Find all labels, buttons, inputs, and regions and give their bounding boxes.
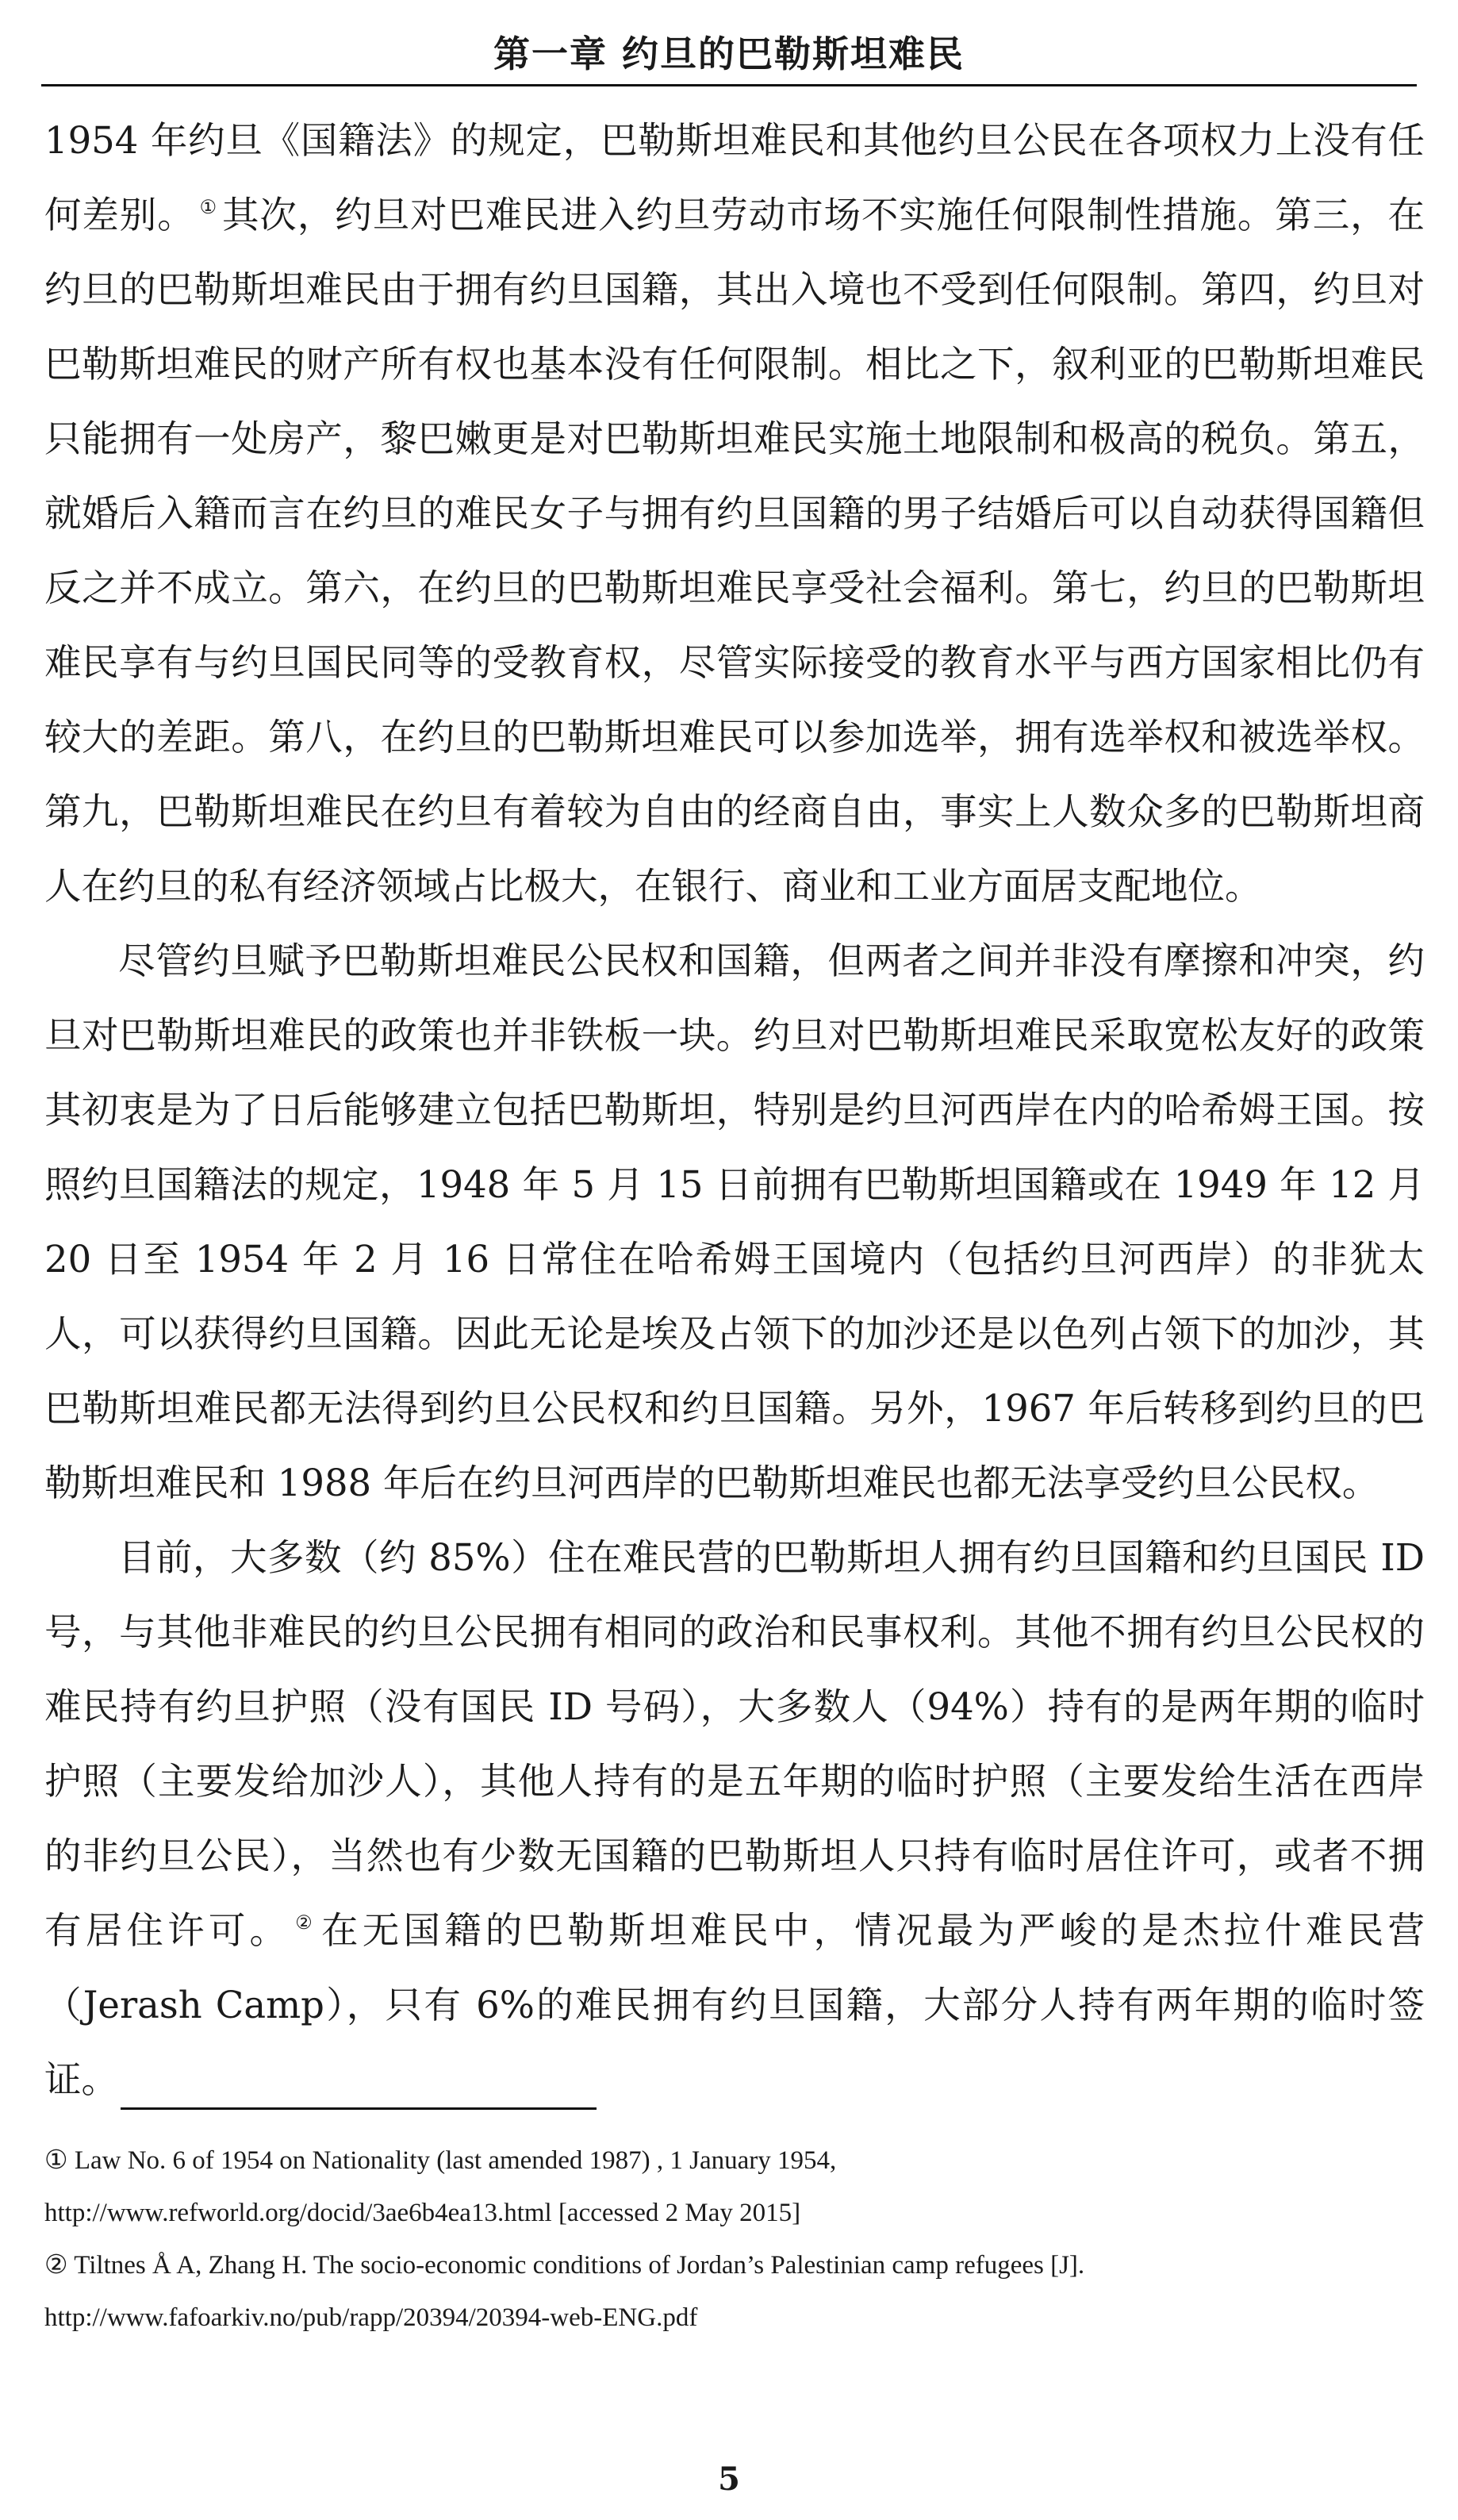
paragraph-3-text-a: 目前，大多数（约 85%）住在难民营的巴勒斯坦人拥有约旦国籍和约旦国民 ID 号，与其他非难民的约旦公民拥有相同的政治和民事权利。其他不拥有约旦公民权的难民持有约旦护照（没有国民 ID 号码），大多数人（94%）持有的是两年期的临时护照（主要发给加沙人），其他人持有的是五年期的临时护照（主要发给生活在西岸的非约旦公民），当然也有少数无国籍的巴勒斯坦人只持有临时居住许可，或者不拥有居住许可。 bbox=[44, 1536, 1425, 1952]
paragraph-1-text-a: 1954 年约旦《国籍法》的规定，巴勒斯坦难民和其他约旦公民在各项权力上没有任何差别。 bbox=[44, 119, 1425, 236]
paragraph-2: 尽管约旦赋予巴勒斯坦难民公民权和国籍，但两者之间并非没有摩擦和冲突，约旦对巴勒斯坦难民的政策也并非铁板一块。约旦对巴勒斯坦难民采取宽松友好的政策其初衷是为了日后能够建立包括巴勒斯坦，特别是约旦河西岸在内的哈希姆王国。按照约旦国籍法的规定，1948 年 5 月 15 日前拥有巴勒斯坦国籍或在 1949 年 12 月 20 日至 1954 年 2 月 16 日常住在哈希姆王国境内（包括约旦河西岸）的非犹太人，可以获得约旦国籍。因此无论是埃及占领下的加沙还是以色列占领下的加沙，其巴勒斯坦难民都无法得到约旦公民权和约旦国籍。另外，1967 年后转移到约旦的巴勒斯坦难民和 1988 年后在约旦河西岸的巴勒斯坦难民也都无法享受约旦公民权。 bbox=[44, 939, 1425, 1504]
paragraph-3-text-b: 在无国籍的巴勒斯坦难民中，情况最为严峻的是杰拉什难民营（Jerash Camp），只有 6%的难民拥有约旦国籍，大部分人持有两年期的临时签证。 bbox=[44, 1909, 1425, 2101]
running-header: 第一章 约旦的巴勒斯坦难民 bbox=[493, 33, 965, 75]
paragraph-1 bbox=[44, 103, 1425, 924]
footnote-2-url[interactable]: http://www.fafoarkiv.no/pub/rapp/20394/20394-web-ENG.pdf bbox=[44, 2303, 698, 2332]
footnote-rule bbox=[121, 2107, 597, 2110]
paragraph-1-text-b: 其次，约旦对巴难民进入约旦劳动市场不实施任何限制性措施。第三，在约旦的巴勒斯坦难民由于拥有约旦国籍，其出入境也不受到任何限制。第四，约旦对巴勒斯坦难民的财产所有权也基本没有任何限制。相比之下，叙利亚的巴勒斯坦难民只能拥有一处房产，黎巴嫩更是对巴勒斯坦难民实施土地限制和极高的税负。第五，就婚后入籍而言在约旦的难民女子与拥有约旦国籍的男子结婚后可以自动获得国籍但反之并不成立。第六，在约旦的巴勒斯坦难民享受社会福利。第七，约旦的巴勒斯坦难民享有与约旦国民同等的受教育权，尽管实际接受的教育水平与西方国家相比仍有较大的差距。第八，在约旦的巴勒斯坦难民可以参加选举，拥有选举权和被选举权。第九，巴勒斯坦难民在约旦有着较为自由的经商自由，事实上人数众多的巴勒斯坦商人在约旦的私有经济领域占比极大，在银行、商业和工业方面居支配地位。 bbox=[44, 194, 1425, 908]
paragraph-3 bbox=[44, 1520, 1425, 2117]
footnote-1-url[interactable]: http://www.refworld.org/docid/3ae6b4ea13.html [accessed 2 May 2015] bbox=[44, 2199, 801, 2227]
footnote-ref-1[interactable]: ① bbox=[199, 196, 218, 218]
header-rule bbox=[41, 84, 1417, 86]
footnote-ref-2[interactable]: ② bbox=[295, 1911, 317, 1934]
body-text bbox=[44, 103, 1425, 2117]
footnote-2-line-1: ② Tiltnes Å A, Zhang H. The socio-economic conditions of Jordan’s Palestinian camp refugees [J]. bbox=[44, 2251, 1085, 2280]
footnote-1-line-1: ① Law No. 6 of 1954 on Nationality (last amended 1987) , 1 January 1954, bbox=[44, 2146, 837, 2175]
footnotes bbox=[44, 2134, 1425, 2344]
page-number: 5 bbox=[718, 2460, 740, 2498]
